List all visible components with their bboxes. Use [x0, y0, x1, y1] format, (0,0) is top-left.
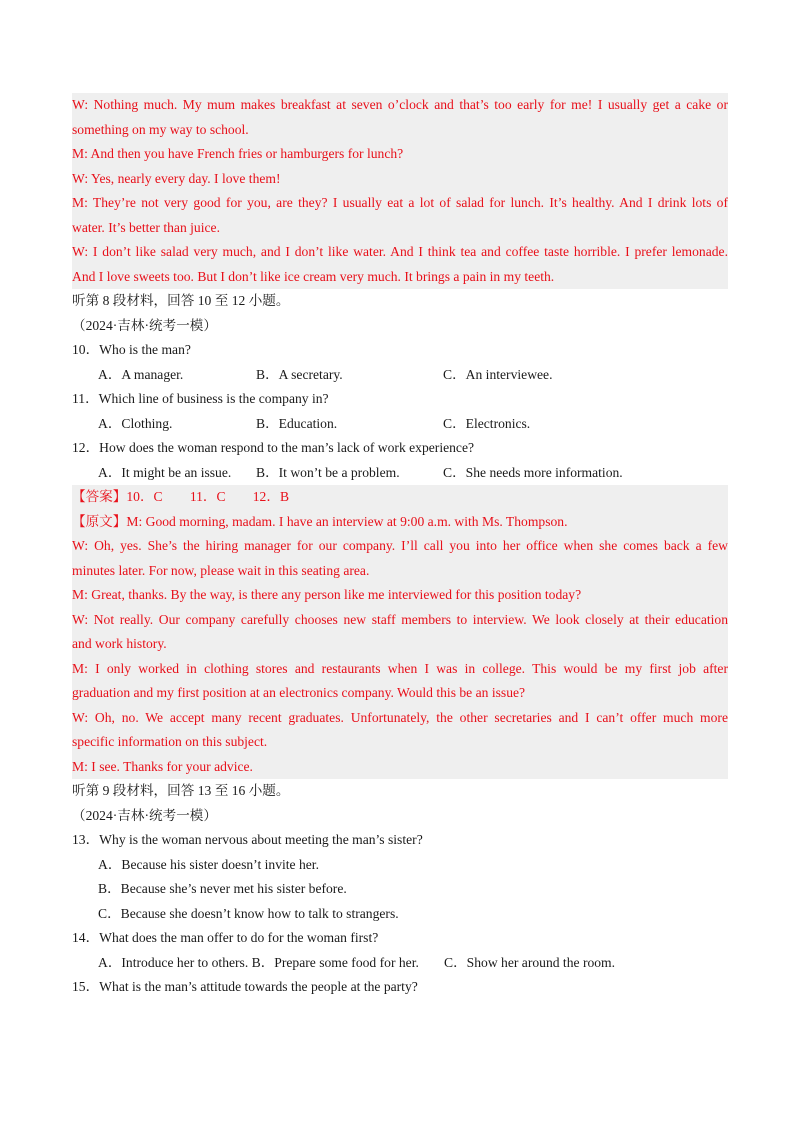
answer-line	[72, 485, 728, 510]
option-c[interactable]: C．An interviewee.	[443, 366, 553, 382]
question-14-options	[72, 951, 728, 976]
transcript-line: graduation and my first position at an electronics company. Would this be an issue?	[72, 685, 526, 700]
transcript-line: specific information on this subject.	[72, 734, 268, 749]
answer-text: 10．C 11．C 12．B	[126, 489, 290, 504]
transcript-line: And I love sweets too. But I don’t like ice cream very much. It brings a pain in my teeth.	[72, 268, 555, 284]
transcript-line: something on my way to school.	[72, 121, 249, 137]
option-c[interactable]: C．Because she doesn’t know how to talk to strangers.	[98, 905, 399, 921]
option-b[interactable]: B．A secretary.	[256, 366, 343, 382]
question-12-options	[72, 461, 728, 486]
option-a[interactable]: A．Clothing.	[98, 415, 173, 431]
question-10-stem: 10．Who is the man?	[72, 342, 191, 357]
transcript-line: M: I only worked in clothing stores and restaurants when I was in college. This would be my first job after	[72, 660, 728, 676]
option-c[interactable]: C．Electronics.	[443, 415, 531, 431]
option-b[interactable]: B．Education.	[256, 415, 338, 431]
transcript-line: M: I see. Thanks for your advice.	[72, 758, 253, 774]
transcript-line: minutes later. For now, please wait in this seating area.	[72, 562, 370, 578]
section9-heading: 听第 9 段材料，回答 13 至 16 小题。	[72, 783, 290, 798]
transcript-line: W: Nothing much. My mum makes breakfast at seven o’clock and that’s too early for me! I usually get a cake or	[72, 97, 728, 112]
option-a[interactable]: A．Because his sister doesn’t invite her.	[98, 856, 319, 872]
transcript-line: W: I don’t like salad very much, and I don’t like water. And I think tea and coffee taste horrible. I prefer lemonade.	[72, 244, 728, 259]
transcript-line: and work history.	[72, 636, 167, 651]
question-15-stem: 15．What is the man’s attitude towards the people at the party?	[72, 979, 418, 994]
transcript-line	[72, 510, 728, 535]
transcript-line: W: Not really. Our company carefully chooses new staff members to interview. We look closely at their education	[72, 611, 728, 627]
transcript-line: water. It’s better than juice.	[72, 219, 220, 235]
transcript-line: M: Great, thanks. By the way, is there any person like me interviewed for this position today?	[72, 587, 582, 602]
transcript-line: W: Yes, nearly every day. I love them!	[72, 170, 281, 186]
question-12-stem: 12．How does the woman respond to the man’s lack of work experience?	[72, 440, 475, 455]
transcript-line: M: They’re not very good for you, are they? I usually eat a lot of salad for lunch. It’s healthy. And I drink lots of	[72, 195, 728, 210]
option-c[interactable]: C．She needs more information.	[443, 464, 623, 480]
question-11-options	[72, 412, 728, 437]
option-c[interactable]: C．Show her around the room.	[444, 954, 616, 970]
question-14-stem: 14．What does the man offer to do for the woman first?	[72, 930, 379, 945]
option-a[interactable]: A．It might be an issue.	[98, 464, 232, 480]
document-content	[72, 93, 728, 1000]
question-13-stem: 13．Why is the woman nervous about meeting the man’s sister?	[72, 832, 423, 847]
transcript-line: W: Oh, no. We accept many recent graduates. Unfortunately, the other secretaries and I can’t offer much more	[72, 709, 728, 725]
transcript-line: W: Oh, yes. She’s the hiring manager for our company. I’ll call you into her office when she comes back a few	[72, 538, 728, 553]
answer-label: 【答案】	[72, 489, 127, 504]
section7-transcript	[72, 93, 728, 289]
option-a[interactable]: A．A manager.	[98, 366, 184, 382]
option-b[interactable]: B．It won’t be a problem.	[256, 464, 400, 480]
question-11-stem: 11．Which line of business is the company in?	[72, 391, 329, 406]
section9-source: （2024·吉林·统考一模）	[72, 807, 217, 823]
section8-source: （2024·吉林·统考一模）	[72, 317, 217, 333]
transcript-text: M: Good morning, madam. I have an interview at 9:00 a.m. with Ms. Thompson.	[126, 513, 568, 529]
section8-answer-block	[72, 485, 728, 779]
section8-heading: 听第 8 段材料，回答 10 至 12 小题。	[72, 293, 290, 308]
option-b[interactable]: B．Because she’s never met his sister before.	[98, 881, 347, 896]
original-label: 【原文】	[72, 513, 127, 529]
option-a-b[interactable]: A．Introduce her to others. B．Prepare some food for her.	[98, 954, 419, 970]
transcript-line: M: And then you have French fries or hamburgers for lunch?	[72, 146, 404, 161]
question-10-options	[72, 363, 728, 388]
